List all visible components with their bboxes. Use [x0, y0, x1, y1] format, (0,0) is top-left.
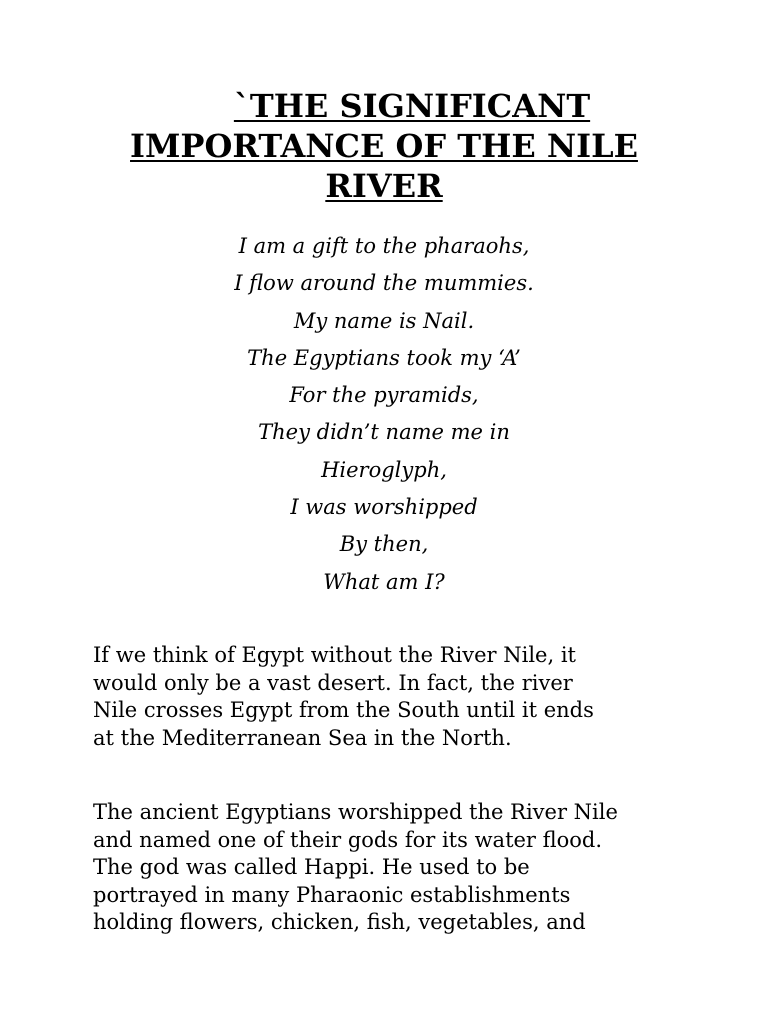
document-title [60, 86, 708, 206]
poem-line: By then, [339, 532, 429, 557]
paragraph-line: The god was called Happi. He used to be [93, 855, 530, 879]
poem-line: The Egyptians took my ‘A’ [247, 345, 521, 370]
paragraph-line: Nile crosses Egypt from the South until it ends [93, 698, 594, 722]
paragraph-line: would only be a vast desert. In fact, the river [93, 670, 573, 695]
paragraph-line: holding flowers, chicken, fish, vegetables, and [93, 910, 586, 934]
poem-line: They didn’t name me in [258, 420, 510, 445]
title-line: IMPORTANCE OF THE NILE [130, 127, 638, 165]
paragraph-line: at the Mediterranean Sea in the North. [93, 725, 512, 750]
riddle-poem [84, 228, 684, 601]
poem-line: I am a gift to the pharaohs, [238, 234, 530, 258]
poem-line: What am I? [323, 569, 445, 594]
poem-line: For the pyramids, [289, 383, 479, 408]
paragraph-line: The ancient Egyptians worshipped the River Nile [93, 800, 618, 824]
paragraph-line: and named one of their gods for its water flood. [93, 827, 603, 852]
body-paragraph-2 [93, 799, 693, 937]
poem-line: Hieroglyph, [321, 457, 447, 482]
paragraph-line: portrayed in many Pharaonic establishments [93, 882, 571, 907]
poem-line: I flow around the mummies. [234, 271, 534, 296]
poem-line: My name is Nail. [293, 308, 475, 333]
poem-line: I was worshipped [290, 495, 478, 520]
title-line: RIVER [325, 167, 443, 205]
paragraph-line: If we think of Egypt without the River Nile, it [93, 643, 576, 667]
body-paragraph-1 [93, 642, 693, 752]
title-line: `THE SIGNIFICANT [233, 87, 591, 125]
